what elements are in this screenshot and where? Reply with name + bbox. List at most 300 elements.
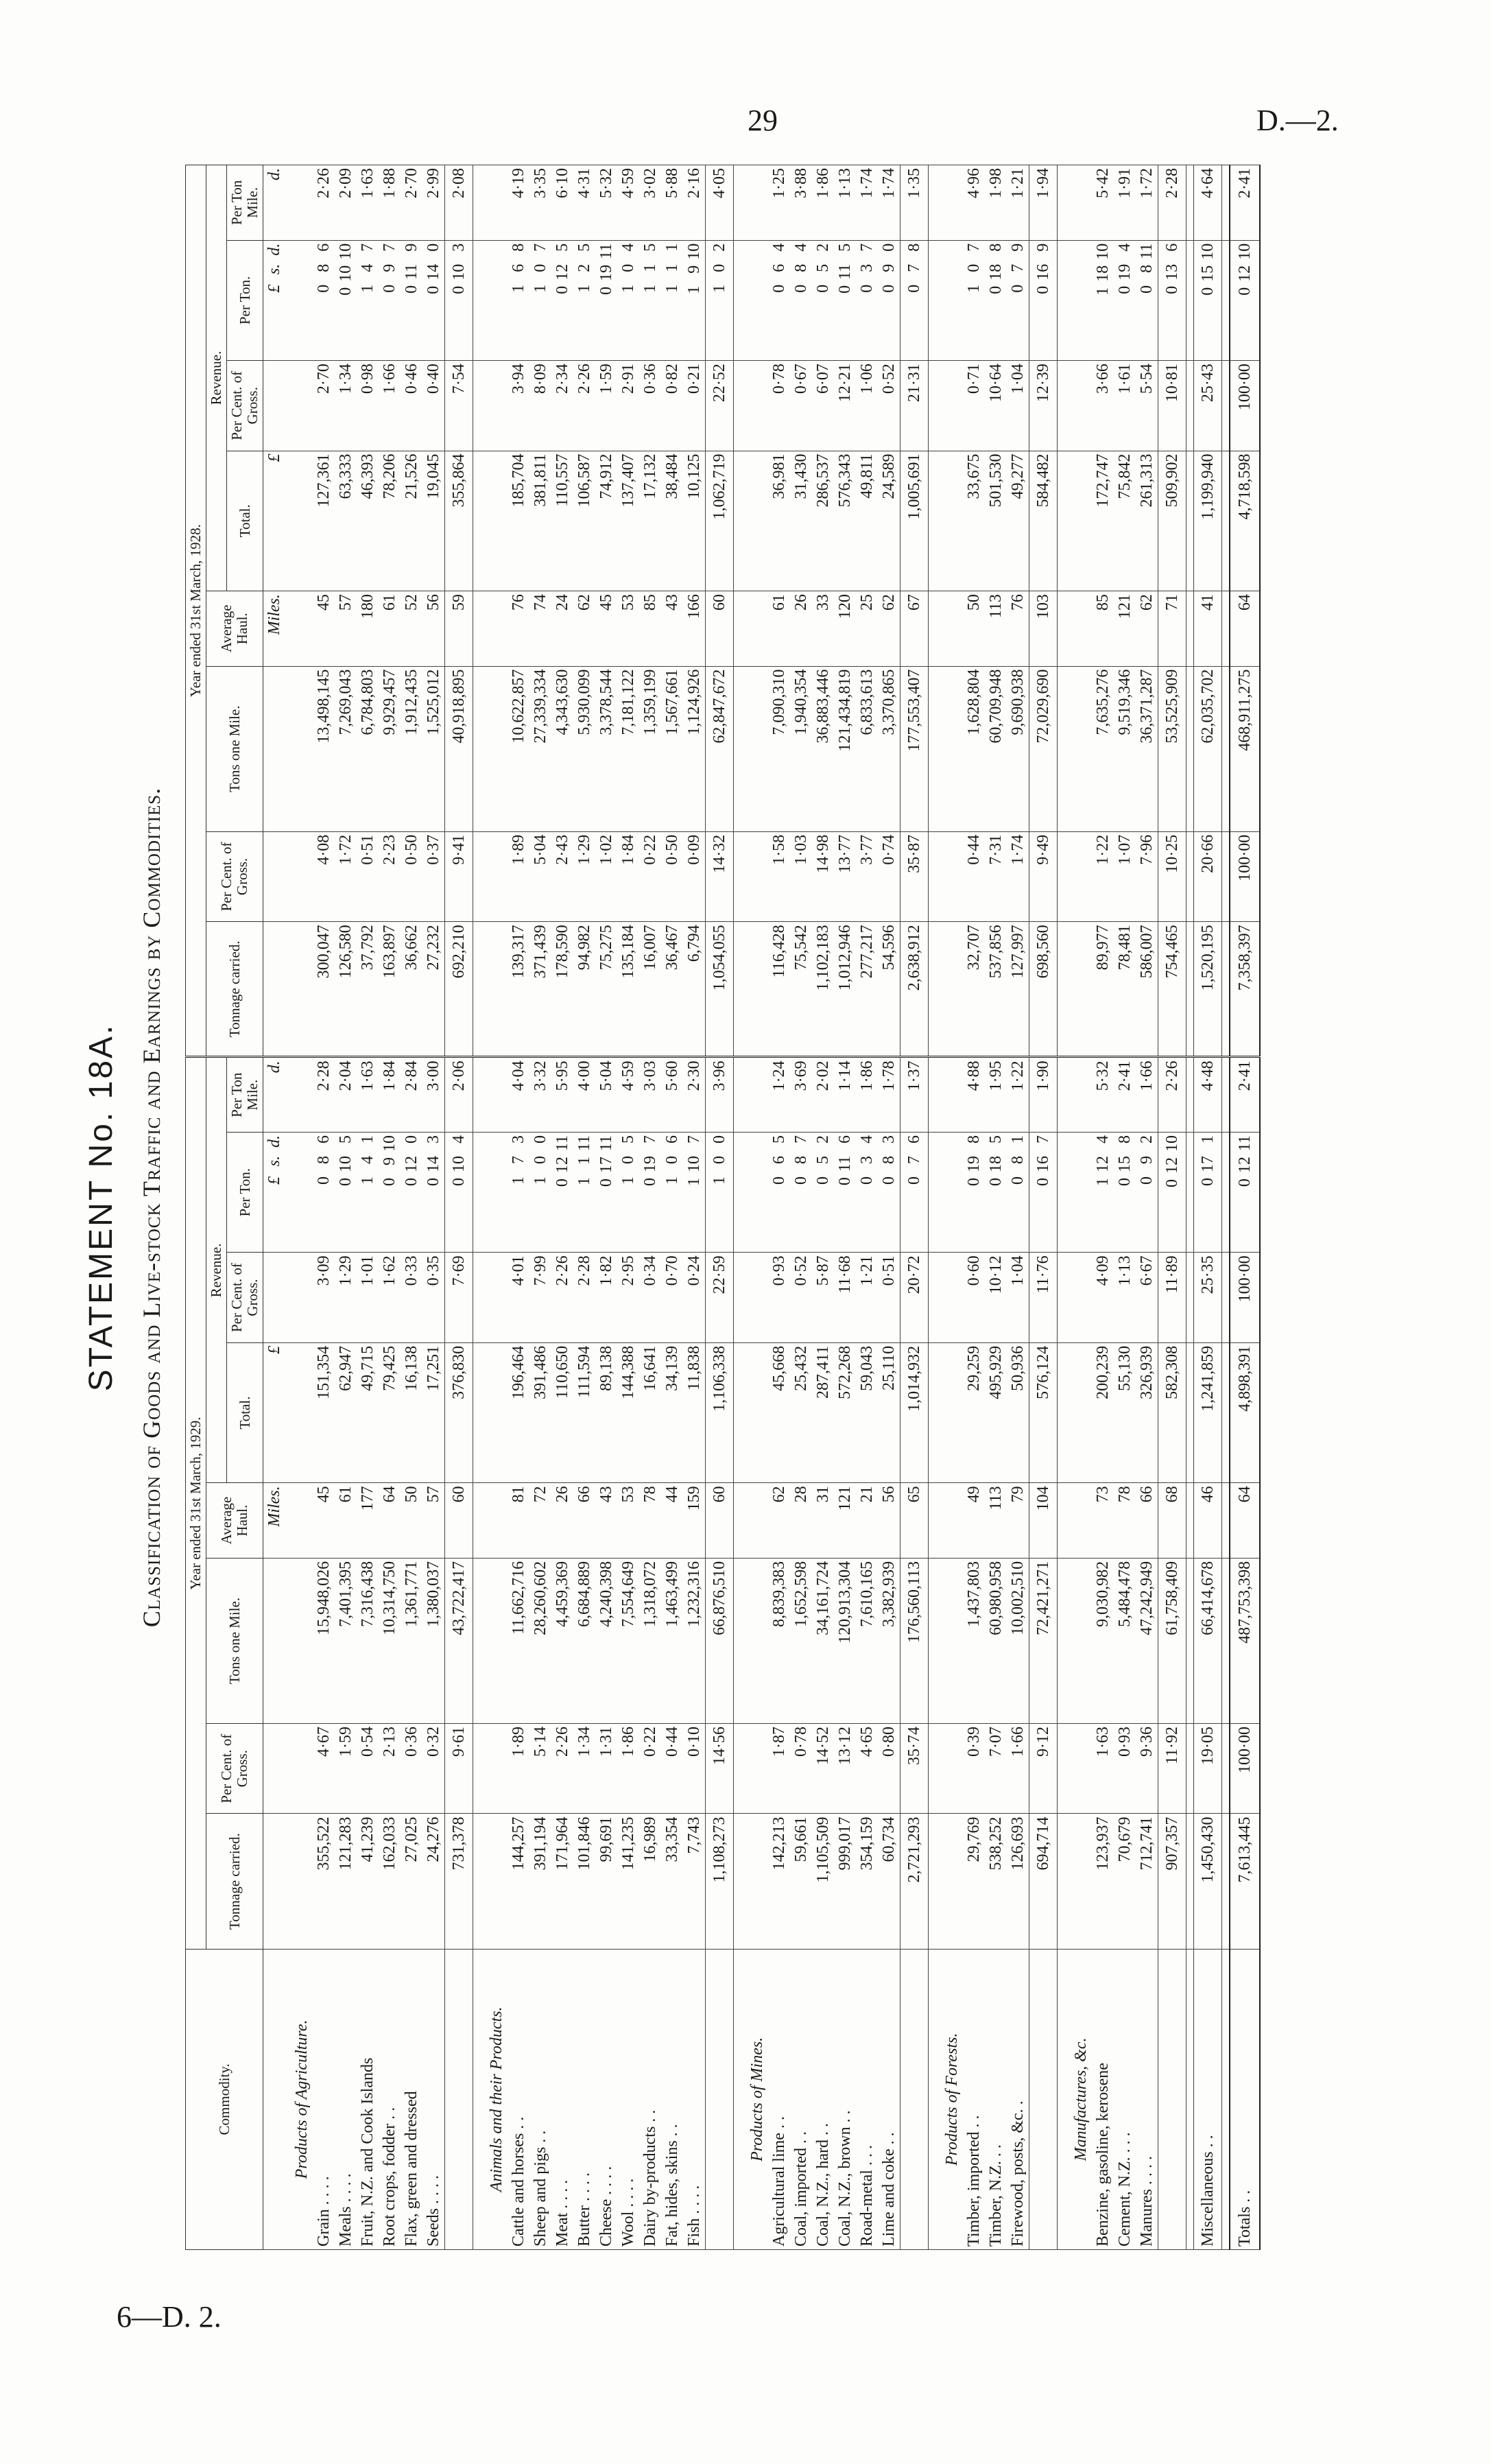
- table-cell: 45: [313, 591, 335, 667]
- per-ton-cell: 0 9 2: [1136, 1133, 1158, 1253]
- table-cell: 16,989: [639, 1814, 661, 1949]
- per-ton-cell: 0 8 3: [878, 1133, 900, 1253]
- table-cell: 1,361,771: [401, 1558, 422, 1723]
- table-cell: 0·71: [963, 361, 985, 451]
- table-cell: 754,465: [1158, 922, 1186, 1057]
- table-cell: 538,252: [985, 1814, 1007, 1949]
- unit-pound: £: [263, 451, 286, 591]
- table-cell: 3,370,865: [878, 666, 900, 831]
- table-cell: 36,371,287: [1136, 666, 1158, 831]
- table-cell: 2·26: [551, 1723, 573, 1813]
- table-cell: 5·04: [529, 831, 551, 921]
- table-cell: 9·36: [1136, 1723, 1158, 1813]
- statement-title: STATEMENT No. 18A.: [83, 1023, 119, 1392]
- table-cell: 10,622,857: [508, 666, 529, 831]
- table-cell: 32,707: [963, 922, 985, 1057]
- table-cell: 94,982: [573, 922, 595, 1057]
- table-row: [878, 165, 900, 2250]
- table-cell: 64: [1230, 591, 1260, 667]
- table-cell: 61: [768, 591, 790, 667]
- table-cell: 1,241,859: [1194, 1342, 1222, 1483]
- table-cell: 698,560: [1029, 922, 1058, 1057]
- table-row: [313, 165, 335, 2250]
- commodity-name: Totals . .: [1230, 1949, 1260, 2249]
- per-ton-cell: 0 19 8: [963, 1133, 985, 1253]
- table-cell: 261,313: [1136, 451, 1158, 591]
- table-cell: 66,414,678: [1194, 1558, 1222, 1723]
- table-cell: 4·04: [508, 1057, 529, 1133]
- per-ton-cell: 0 6 4: [768, 240, 790, 360]
- per-ton-cell: 0 8 1: [1007, 1133, 1029, 1253]
- table-cell: 0·50: [401, 831, 422, 921]
- per-ton-cell: 0 14 3: [422, 1133, 445, 1253]
- commodity-name: Fish . . . .: [683, 1949, 706, 2249]
- table-cell: 4·08: [313, 831, 335, 921]
- table-cell: 692,210: [445, 922, 473, 1057]
- per-ton-cell: 0 8 6: [313, 1133, 335, 1253]
- section-heading-row: [935, 165, 963, 2250]
- table-cell: 26: [790, 591, 812, 667]
- table-cell: 1,108,273: [706, 1814, 734, 1949]
- table-cell: 0·33: [401, 1253, 422, 1342]
- per-ton-cell: 0 8 11: [1136, 240, 1158, 360]
- table-cell: 25,110: [878, 1342, 900, 1483]
- table-row: [790, 165, 812, 2250]
- table-cell: 64: [1230, 1483, 1260, 1559]
- table-cell: 1·34: [335, 361, 357, 451]
- header-avg-haul: Average Haul.: [206, 1483, 263, 1559]
- table-cell: 0·78: [768, 361, 790, 451]
- header-per-ton-mile: Per Ton Mile.: [227, 1057, 263, 1133]
- table-cell: 43: [595, 1483, 617, 1559]
- header-per-ton: Per Ton.: [227, 1133, 263, 1253]
- header-commodity: Commodity.: [186, 1949, 263, 2249]
- table-row: [661, 165, 683, 2250]
- table-cell: 49,715: [357, 1342, 379, 1483]
- section-heading-row: [741, 165, 768, 2250]
- table-cell: 19,045: [422, 451, 445, 591]
- table-row: [985, 165, 1007, 2250]
- table-cell: 4·65: [856, 1723, 878, 1813]
- per-ton-cell: 1 0 5: [617, 1133, 639, 1253]
- per-ton-cell: 0 10 5: [335, 1133, 357, 1253]
- header-pct-gross: Per Cent. of Gross.: [206, 831, 263, 921]
- unit-d: d.: [263, 165, 286, 241]
- per-ton-cell: 0 18 8: [985, 240, 1007, 360]
- table-cell: 1,940,354: [790, 666, 812, 831]
- section-heading: Products of Mines.: [741, 1949, 768, 2249]
- table-cell: 1,652,598: [790, 1558, 812, 1723]
- table-cell: 56: [878, 1483, 900, 1559]
- table-cell: 3·03: [639, 1057, 661, 1133]
- table-cell: 2·26: [551, 1253, 573, 1342]
- table-cell: 75,275: [595, 922, 617, 1057]
- table-cell: 1,520,195: [1194, 922, 1222, 1057]
- header-tonnage: Tonnage carried.: [206, 1814, 263, 1949]
- table-cell: 0·40: [422, 361, 445, 451]
- commodity-name: Fruit, N.Z. and Cook Islands: [357, 1949, 379, 2249]
- table-cell: 10·12: [985, 1253, 1007, 1342]
- table-cell: 103: [1029, 591, 1058, 667]
- table-cell: 5·14: [529, 1723, 551, 1813]
- table-cell: 52: [401, 591, 422, 667]
- table-cell: 4,898,391: [1230, 1342, 1260, 1483]
- table-cell: 4,240,398: [595, 1558, 617, 1723]
- per-ton-cell: 1 7 3: [508, 1133, 529, 1253]
- table-cell: 61: [379, 591, 401, 667]
- table-cell: 59,661: [790, 1814, 812, 1949]
- table-cell: 127,361: [313, 451, 335, 591]
- per-ton-cell: 1 0 0: [706, 1133, 734, 1253]
- table-cell: 4,343,630: [551, 666, 573, 831]
- table-cell: 7,613,445: [1230, 1814, 1260, 1949]
- table-cell: 0·74: [878, 831, 900, 921]
- table-cell: 11,838: [683, 1342, 706, 1483]
- table-cell: 2·95: [617, 1253, 639, 1342]
- table-cell: 78,206: [379, 451, 401, 591]
- table-cell: 43,722,417: [445, 1558, 473, 1723]
- table-cell: 1·86: [617, 1723, 639, 1813]
- table-cell: 0·93: [1114, 1723, 1136, 1813]
- per-ton-cell: 0 9 0: [878, 240, 900, 360]
- commodity-name: Miscellaneous . .: [1194, 1949, 1222, 2249]
- per-ton-cell: 0 12 11: [1230, 1133, 1260, 1253]
- table-cell: 0·44: [963, 831, 985, 921]
- table-cell: 50: [963, 591, 985, 667]
- table-cell: 38,484: [661, 451, 683, 591]
- table-cell: 5,484,478: [1114, 1558, 1136, 1723]
- table-cell: 35·87: [900, 831, 929, 921]
- table-cell: 16,138: [401, 1342, 422, 1483]
- table-cell: 25·35: [1194, 1253, 1222, 1342]
- table-cell: 85: [1092, 591, 1114, 667]
- table-cell: 11·68: [834, 1253, 856, 1342]
- table-cell: 1·89: [508, 1723, 529, 1813]
- table-cell: 0·10: [683, 1723, 706, 1813]
- table-cell: 106,587: [573, 451, 595, 591]
- table-cell: 142,213: [768, 1814, 790, 1949]
- table-cell: 24: [551, 591, 573, 667]
- table-cell: 120,913,304: [834, 1558, 856, 1723]
- table-cell: 1·95: [985, 1057, 1007, 1133]
- table-cell: 34,161,724: [812, 1558, 834, 1723]
- table-cell: 11·89: [1158, 1253, 1186, 1342]
- table-cell: 1·24: [768, 1057, 790, 1133]
- table-cell: 4·00: [573, 1057, 595, 1133]
- table-cell: 79,425: [379, 1342, 401, 1483]
- commodity-name: Firewood, posts, &c. .: [1007, 1949, 1029, 2249]
- table-cell: 85: [639, 591, 661, 667]
- table-row: [551, 165, 573, 2250]
- table-cell: 371,439: [529, 922, 551, 1057]
- commodity-name: [706, 1949, 734, 2249]
- table-cell: 7,269,043: [335, 666, 357, 831]
- table-cell: 1·66: [379, 361, 401, 451]
- per-ton-cell: 0 3 4: [856, 1133, 878, 1253]
- table-cell: 9,690,938: [1007, 666, 1029, 831]
- table-cell: 33: [812, 591, 834, 667]
- per-ton-cell: 1 0 7: [529, 240, 551, 360]
- table-cell: 139,317: [508, 922, 529, 1057]
- table-cell: 3,378,544: [595, 666, 617, 831]
- table-cell: 1·63: [1092, 1723, 1114, 1813]
- per-ton-cell: 0 7 9: [1007, 240, 1029, 360]
- commodity-name: Meat . . . .: [551, 1949, 573, 2249]
- unit-lsd: £ s. d.: [265, 1135, 283, 1185]
- table-cell: 487,753,398: [1230, 1558, 1260, 1723]
- table-cell: 121: [834, 1483, 856, 1559]
- table-cell: 17,251: [422, 1342, 445, 1483]
- per-ton-cell: 0 10 4: [445, 1133, 473, 1253]
- table-cell: 62: [573, 591, 595, 667]
- table-cell: 172,747: [1092, 451, 1114, 591]
- table-cell: 1·91: [1114, 165, 1136, 241]
- table-cell: 6,684,889: [573, 1558, 595, 1723]
- table-cell: 355,522: [313, 1814, 335, 1949]
- table-cell: 0·46: [401, 361, 422, 451]
- per-ton-cell: 0 5 2: [812, 1133, 834, 1253]
- section-heading-row: [480, 165, 508, 2250]
- table-cell: 4·59: [617, 165, 639, 241]
- units-row: [263, 165, 286, 2250]
- table-cell: 27,025: [401, 1814, 422, 1949]
- per-ton-cell: 0 12 11: [551, 1133, 573, 1253]
- table-cell: 5,930,099: [573, 666, 595, 831]
- table-cell: 1·78: [878, 1057, 900, 1133]
- table-cell: 57: [335, 591, 357, 667]
- table-cell: 29,769: [963, 1814, 985, 1949]
- table-row: [812, 165, 834, 2250]
- table-cell: 151,354: [313, 1342, 335, 1483]
- table-row: [683, 165, 706, 2250]
- table-cell: 0·52: [878, 361, 900, 451]
- table-cell: 4·05: [706, 165, 734, 241]
- table-cell: 62: [768, 1483, 790, 1559]
- table-cell: 1·89: [508, 831, 529, 921]
- table-cell: 8,839,383: [768, 1558, 790, 1723]
- table-cell: 53: [617, 591, 639, 667]
- table-row: [856, 165, 878, 2250]
- table-cell: 2·70: [401, 165, 422, 241]
- table-cell: 66,876,510: [706, 1558, 734, 1723]
- table-cell: 60,709,948: [985, 666, 1007, 831]
- table-cell: 99,691: [595, 1814, 617, 1949]
- table-cell: 501,530: [985, 451, 1007, 591]
- table-cell: 1·84: [379, 1057, 401, 1133]
- per-ton-cell: 0 12 5: [551, 240, 573, 360]
- table-cell: 100·00: [1230, 361, 1260, 451]
- header-rev-pct: Per Cent. of Gross.: [227, 1253, 263, 1342]
- table-cell: 45,668: [768, 1342, 790, 1483]
- unit-d: d.: [263, 1057, 286, 1133]
- table-cell: 1·04: [1007, 1253, 1029, 1342]
- table-cell: 391,486: [529, 1342, 551, 1483]
- table-cell: 121: [1114, 591, 1136, 667]
- table-cell: 1,463,499: [661, 1558, 683, 1723]
- table-cell: 22·52: [706, 361, 734, 451]
- table-cell: 176,560,113: [900, 1558, 929, 1723]
- table-cell: 1,005,691: [900, 451, 929, 591]
- table-cell: 4·64: [1194, 165, 1222, 241]
- table-cell: 10·64: [985, 361, 1007, 451]
- table-cell: 1·88: [379, 165, 401, 241]
- table-cell: 110,650: [551, 1342, 573, 1483]
- table-cell: 36,981: [768, 451, 790, 591]
- table-cell: 7,090,310: [768, 666, 790, 831]
- table-cell: 1,199,940: [1194, 451, 1222, 591]
- table-cell: 47,242,949: [1136, 1558, 1158, 1723]
- table-cell: 7,316,438: [357, 1558, 379, 1723]
- table-cell: 185,704: [508, 451, 529, 591]
- table-cell: 4·67: [313, 1723, 335, 1813]
- table-cell: 584,482: [1029, 451, 1058, 591]
- table-cell: 694,714: [1029, 1814, 1058, 1949]
- table-cell: 2,721,293: [900, 1814, 929, 1949]
- table-cell: 28: [790, 1483, 812, 1559]
- table-cell: 0·78: [790, 1723, 812, 1813]
- table-cell: 25·43: [1194, 361, 1222, 451]
- table-cell: 2·41: [1114, 1057, 1136, 1133]
- table-cell: 4·59: [617, 1057, 639, 1133]
- table-cell: 0·51: [357, 831, 379, 921]
- table-cell: 163,897: [379, 922, 401, 1057]
- table-row: [595, 165, 617, 2250]
- table-cell: 1·72: [335, 831, 357, 921]
- table-cell: 1·72: [1136, 165, 1158, 241]
- table-cell: 7,635,276: [1092, 666, 1114, 831]
- table-cell: 9·12: [1029, 1723, 1058, 1813]
- table-cell: 7,401,395: [335, 1558, 357, 1723]
- table-cell: 9,519,346: [1114, 666, 1136, 831]
- table-row: [834, 165, 856, 2250]
- commodity-name: [1029, 1949, 1058, 2249]
- header-year-1929: Year ended 31st March, 1929.: [186, 1057, 206, 1949]
- per-ton-cell: 0 8 7: [790, 1133, 812, 1253]
- table-cell: 7·69: [445, 1253, 473, 1342]
- table-cell: 1·35: [900, 165, 929, 241]
- table-cell: 1·82: [595, 1253, 617, 1342]
- table-cell: 49: [963, 1483, 985, 1559]
- table-cell: 24,589: [878, 451, 900, 591]
- table-cell: 0·93: [768, 1253, 790, 1342]
- table-cell: 2·23: [379, 831, 401, 921]
- per-ton-cell: 0 15 8: [1114, 1133, 1136, 1253]
- table-cell: 54,596: [878, 922, 900, 1057]
- header-tons-mile: Tons one Mile.: [206, 1558, 263, 1723]
- table-cell: 9·61: [445, 1723, 473, 1813]
- table-cell: 144,257: [508, 1814, 529, 1949]
- table-cell: 111,594: [573, 1342, 595, 1483]
- per-ton-cell: 0 12 10: [1158, 1133, 1186, 1253]
- table-cell: 1,012,946: [834, 922, 856, 1057]
- table-cell: 81: [508, 1483, 529, 1559]
- table-cell: 5·88: [661, 165, 683, 241]
- commodity-name: [445, 1949, 473, 2249]
- table-cell: 200,239: [1092, 1342, 1114, 1483]
- table-cell: 11·92: [1158, 1723, 1186, 1813]
- unit-pound: £: [263, 1342, 286, 1483]
- commodity-name: Cheese . . . .: [595, 1949, 617, 2249]
- table-cell: 50,936: [1007, 1342, 1029, 1483]
- table-row: [401, 165, 422, 2250]
- table-cell: 78: [639, 1483, 661, 1559]
- table-cell: 55,130: [1114, 1342, 1136, 1483]
- table-cell: 2·30: [683, 1057, 706, 1133]
- table-cell: 14·52: [812, 1723, 834, 1813]
- header-rev-pct: Per Cent. of Gross.: [227, 361, 263, 451]
- table-cell: 1,567,661: [661, 666, 683, 831]
- table-cell: 13·12: [834, 1723, 856, 1813]
- subtotal-row: [1029, 165, 1058, 2250]
- per-ton-cell: 0 16 7: [1029, 1133, 1058, 1253]
- table-cell: 5·32: [595, 165, 617, 241]
- table-cell: 59: [445, 591, 473, 667]
- table-cell: 586,007: [1136, 922, 1158, 1057]
- table-row: [768, 165, 790, 2250]
- table-cell: 15,948,026: [313, 1558, 335, 1723]
- header-pct-gross: Per Cent. of Gross.: [206, 1723, 263, 1813]
- table-cell: 89,138: [595, 1342, 617, 1483]
- table-cell: 1·63: [357, 165, 379, 241]
- table-cell: 2·06: [445, 1057, 473, 1133]
- table-cell: 1,105,509: [812, 1814, 834, 1949]
- table-cell: 19·05: [1194, 1723, 1222, 1813]
- table-cell: 0·98: [357, 361, 379, 451]
- table-cell: 56: [422, 591, 445, 667]
- per-ton-cell: 0 14 0: [422, 240, 445, 360]
- table-cell: 21,526: [401, 451, 422, 591]
- per-ton-cell: 0 19 4: [1114, 240, 1136, 360]
- table-cell: 1,525,012: [422, 666, 445, 831]
- header-year-1928: Year ended 31st March, 1928.: [186, 165, 206, 1057]
- table-cell: 166: [683, 591, 706, 667]
- commodity-name: [1158, 1949, 1186, 2249]
- table-body: [263, 165, 1261, 2250]
- table-cell: 572,268: [834, 1342, 856, 1483]
- table-cell: 537,856: [985, 922, 1007, 1057]
- table-cell: 1·59: [595, 361, 617, 451]
- table-cell: 11·76: [1029, 1253, 1058, 1342]
- table-cell: 12·21: [834, 361, 856, 451]
- table-cell: 1,437,803: [963, 1558, 985, 1723]
- table-cell: 1·59: [335, 1723, 357, 1813]
- table-cell: 31: [812, 1483, 834, 1559]
- table-row: [963, 165, 985, 2250]
- commodity-name: Meals . . . .: [335, 1949, 357, 2249]
- table-cell: 10,002,510: [1007, 1558, 1029, 1723]
- table-cell: 63,333: [335, 451, 357, 591]
- statement-subtitle: Classification of Goods and Live-stock Traffic and Earnings by Commodities.: [138, 787, 165, 1628]
- table-cell: 5·32: [1092, 1057, 1114, 1133]
- table-cell: 5·04: [595, 1057, 617, 1133]
- table-cell: 1·31: [595, 1723, 617, 1813]
- table-cell: 60: [706, 591, 734, 667]
- table-cell: 0·22: [639, 831, 661, 921]
- table-cell: 3·32: [529, 1057, 551, 1133]
- table-cell: 376,830: [445, 1342, 473, 1483]
- table-cell: 75,542: [790, 922, 812, 1057]
- table-cell: 60: [445, 1483, 473, 1559]
- table-cell: 141,235: [617, 1814, 639, 1949]
- table-cell: 159: [683, 1483, 706, 1559]
- table-cell: 7·54: [445, 361, 473, 451]
- table-cell: 2·16: [683, 165, 706, 241]
- table-cell: 180: [357, 591, 379, 667]
- table-cell: 8·09: [529, 361, 551, 451]
- table-cell: 4,718,598: [1230, 451, 1260, 591]
- table-cell: 7,181,122: [617, 666, 639, 831]
- table-cell: 0·51: [878, 1253, 900, 1342]
